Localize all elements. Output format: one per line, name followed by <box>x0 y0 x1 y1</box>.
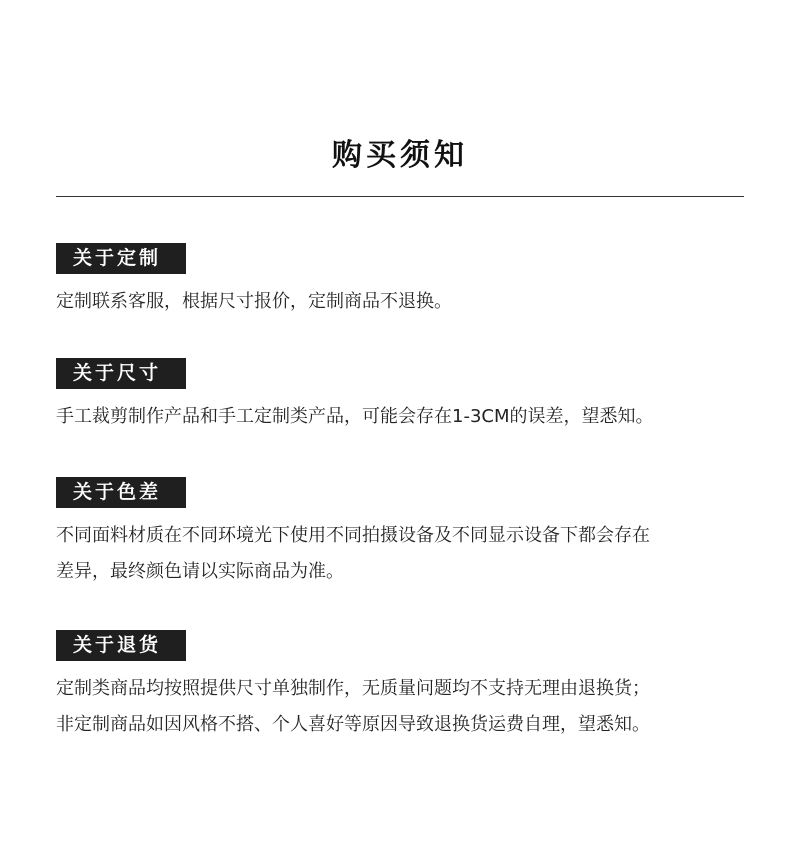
page-title: 购买须知 <box>332 138 468 173</box>
section-heading: 关于退货 <box>56 630 186 661</box>
section-custom <box>56 243 746 320</box>
section-size <box>56 358 746 435</box>
section-heading: 关于色差 <box>56 477 186 508</box>
section-body <box>56 671 746 743</box>
text-line: 非定制商品如因风格不搭、个人喜好等原因导致退换货运费自理，望悉知。 <box>56 714 650 735</box>
section-returns <box>56 630 746 743</box>
section-body <box>56 518 746 590</box>
text-line: 差异，最终颜色请以实际商品为准。 <box>56 561 344 582</box>
section-body <box>56 284 746 320</box>
section-color-difference <box>56 477 746 590</box>
section-heading: 关于尺寸 <box>56 358 186 389</box>
section-body <box>56 399 746 435</box>
section-heading: 关于定制 <box>56 243 186 274</box>
text-line: 定制联系客服，根据尺寸报价，定制商品不退换。 <box>56 291 452 312</box>
text-line: 不同面料材质在不同环境光下使用不同拍摄设备及不同显示设备下都会存在 <box>56 525 650 546</box>
text-line: 定制类商品均按照提供尺寸单独制作，无质量问题均不支持无理由退换货； <box>56 678 650 699</box>
text-line: 手工裁剪制作产品和手工定制类产品，可能会存在1-3CM的误差，望悉知。 <box>56 406 654 427</box>
title-divider <box>56 196 744 197</box>
